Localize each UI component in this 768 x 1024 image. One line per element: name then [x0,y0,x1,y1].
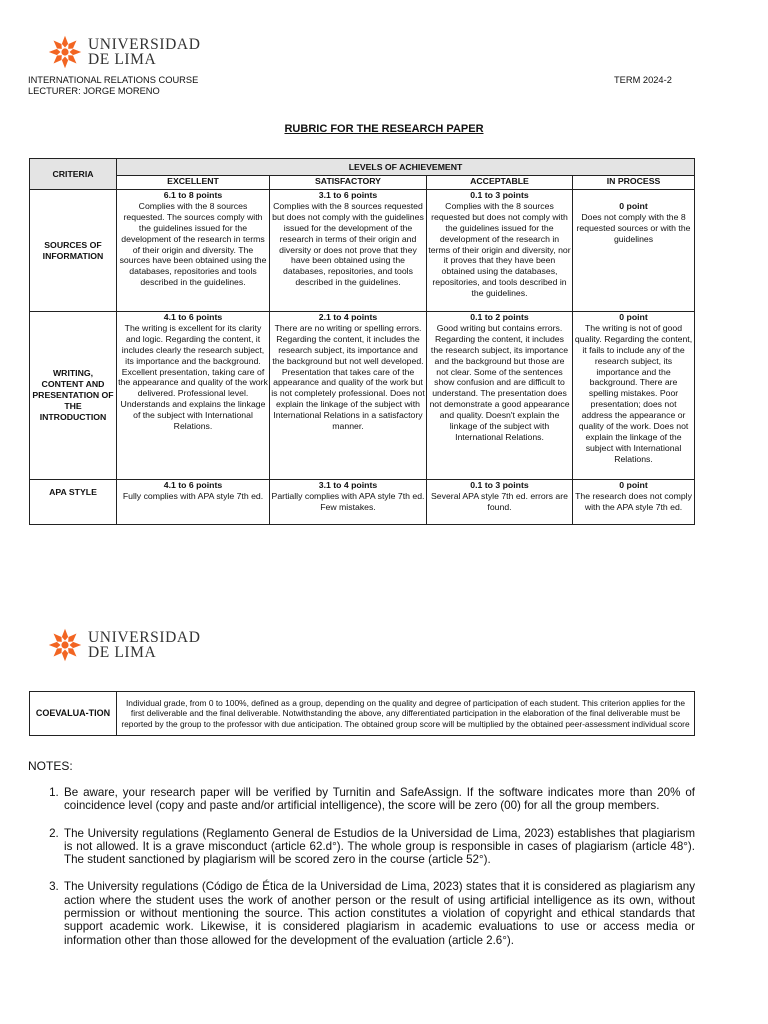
cell-description: Partially complies with APA style 7th ed. Few mistakes. [271,490,425,512]
coevaluation-table [29,691,695,736]
cell-description: Several APA style 7th ed. errors are found. [431,490,568,512]
university-logo [47,34,201,70]
rubric-table [29,158,695,525]
rubric-cell [270,312,427,480]
cell-description: There are no writing or spelling errors. Regarding the content, it includes the research subject, its importance and the background but not well developed. Presentation that takes care of the appearance and quality of the work but is not completely professional. Does not explain the linkage of the subject with International Relations in a satisfactory manner. [271,322,425,432]
logo-wordmark [88,630,201,660]
rubric-cell [427,480,573,525]
points-range: 3.1 to 4 points [318,480,378,490]
points-range: 0 point [619,480,648,490]
logo-line-1: UNIVERSIDAD [88,629,201,646]
rubric-cell [573,312,695,480]
course-header [28,75,198,97]
points-range: 0 point [619,312,648,322]
rubric-cell [117,190,270,312]
cell-description: Fully complies with APA style 7th ed. [122,490,264,501]
logo-line-1: UNIVERSIDAD [88,36,201,53]
points-range: 0.1 to 3 points [470,190,529,200]
notes-list [28,786,695,961]
page-title: RUBRIC FOR THE RESEARCH PAPER [284,123,484,135]
rubric-cell [270,190,427,312]
logo-wordmark [88,37,201,67]
rubric-cell [427,190,573,312]
note-item: 3. The University regulations (Código de Ética de la Universidad de Lima, 2023) states that it is considered as plagiarism any action where the student uses the work of another person or the result of using artificial intelligence as its own, without permission or without mentioning the source. This action constitutes a violation of copyright and ethical standards that support academic work. Likewise, it is considered plagiarism in academic evaluations to use or access media or information other than those allowed for the development of the evaluation (article 2.6°). [62,880,695,946]
rubric-cell [270,480,427,525]
term-label: TERM 2024-2 [614,75,672,85]
rubric-cell [573,480,695,525]
cell-description: Does not comply with the 8 requested sources or with the guidelines [576,211,691,244]
criterion-label: WRITING, CONTENT AND PRESENTATION OF THE INTRODUCTION [30,312,117,480]
cell-description: Complies with the 8 sources requested. The sources comply with the guidelines issued for the development of the research in terms of their origin and diversity. The sources have been obtained using the databases, repositories and tools described in the guidelines. [119,200,267,288]
note-item: 1. Be aware, your research paper will be verified by Turnitin and SafeAssign. If the software indicates more than 20% of coincidence level (copy and paste and/or artificial intelligence), the score will be zero (00) for all the group members. [62,786,695,813]
university-logo-second [47,627,201,663]
cell-description: The writing is excellent for its clarity and logic. Regarding the content, it includes clearly the research subject, its importance and the background. Excellent presentation, taking care of the appearance and quality of the work delivered. Professional level. Understands and explains the linkage of the subject with International Relations. [118,322,268,432]
criterion-label: SOURCES OF INFORMATION [30,190,117,312]
rubric-cell [427,312,573,480]
criteria-header: CRITERIA [30,159,117,190]
coevaluation-label: COEVALUA-TION [30,692,117,736]
points-range: 4.1 to 6 points [163,480,223,490]
rubric-row-apa [30,480,695,525]
rubric-row-sources [30,190,695,312]
rubric-cell [117,480,270,525]
criterion-label: APA STYLE [30,480,117,525]
level-excellent: EXCELLENT [117,176,270,190]
points-range: 6.1 to 8 points [163,190,223,200]
level-satisfactory: SATISFACTORY [270,176,427,190]
note-item: 2. The University regulations (Reglamento General de Estudios de la Universidad de Lima, 2023) establishes that plagiarism is not allowed. It is a grave misconduct (article 62.d°). The whole group is responsible in cases of plagiarism (article 48°). The student sanctioned by plagiarism will be scored zero in the course (article 52°). [62,827,695,867]
cell-description: Good writing but contains errors. Regarding the content, it includes the research subject, its importance and the background but those are not clear. Some of the sentences show confusion and are difficult to understand. The presentation does not demonstrate a good appearance and quality. Doesn't explain the linkage of the subject with International Relations. [429,322,570,442]
flower-emblem-icon [47,627,83,663]
points-range: 2.1 to 4 points [318,312,378,322]
cell-description: The writing is not of good quality. Regarding the content, it fails to include any of the research subject, its importance and the background. There are spelling mistakes. Poor presentation; does not address the appearance or quality of the work. Does not explain the linkage of the subject with International Relations. [574,322,693,464]
points-range: 4.1 to 6 points [163,312,223,322]
lecturer-name: LECTURER: JORGE MORENO [28,86,160,96]
rubric-row-writing [30,312,695,480]
notes-title: NOTES: [28,759,73,773]
logo-line-2: DE LIMA [88,51,157,68]
coevaluation-text: Individual grade, from 0 to 100%, defined as a group, depending on the quality and degree of participation of each student. This criterion applies for the first deliverable and the final deliverable. Notwithstanding the above, any differentiated participation in the elaboration of the final deliverable must be reported by the group to the professor with due anticipation. The obtained group score will be multiplied by the obtained peer-assessment individual score [117,692,695,736]
logo-line-2: DE LIMA [88,644,157,661]
level-acceptable: ACCEPTABLE [427,176,573,190]
flower-emblem-icon [47,34,83,70]
rubric-cell [117,312,270,480]
rubric-cell [573,190,695,312]
cell-description: The research does not comply with the APA style 7th ed. [575,490,692,512]
course-name: INTERNATIONAL RELATIONS COURSE [28,75,199,85]
cell-description: Complies with the 8 sources requested but does not comply with the guidelines issued for the development of the research in terms of their origin and diversity, nor it proves that they have been obtained using the databases, repositories, and tools described in the guidelines. [428,200,571,299]
points-range: 0 point [619,201,648,211]
levels-header: LEVELS OF ACHIEVEMENT [117,159,695,176]
level-in-process: IN PROCESS [573,176,695,190]
points-range: 0.1 to 2 points [470,312,529,322]
points-range: 3.1 to 6 points [318,190,378,200]
cell-description: Complies with the 8 sources requested but does not comply with the guidelines issued for the development of the research in terms of their origin and diversity or does not prove that they have been obtained using the databases, repositories, and tools described in the guidelines. [272,200,424,288]
points-range: 0.1 to 3 points [470,480,529,490]
